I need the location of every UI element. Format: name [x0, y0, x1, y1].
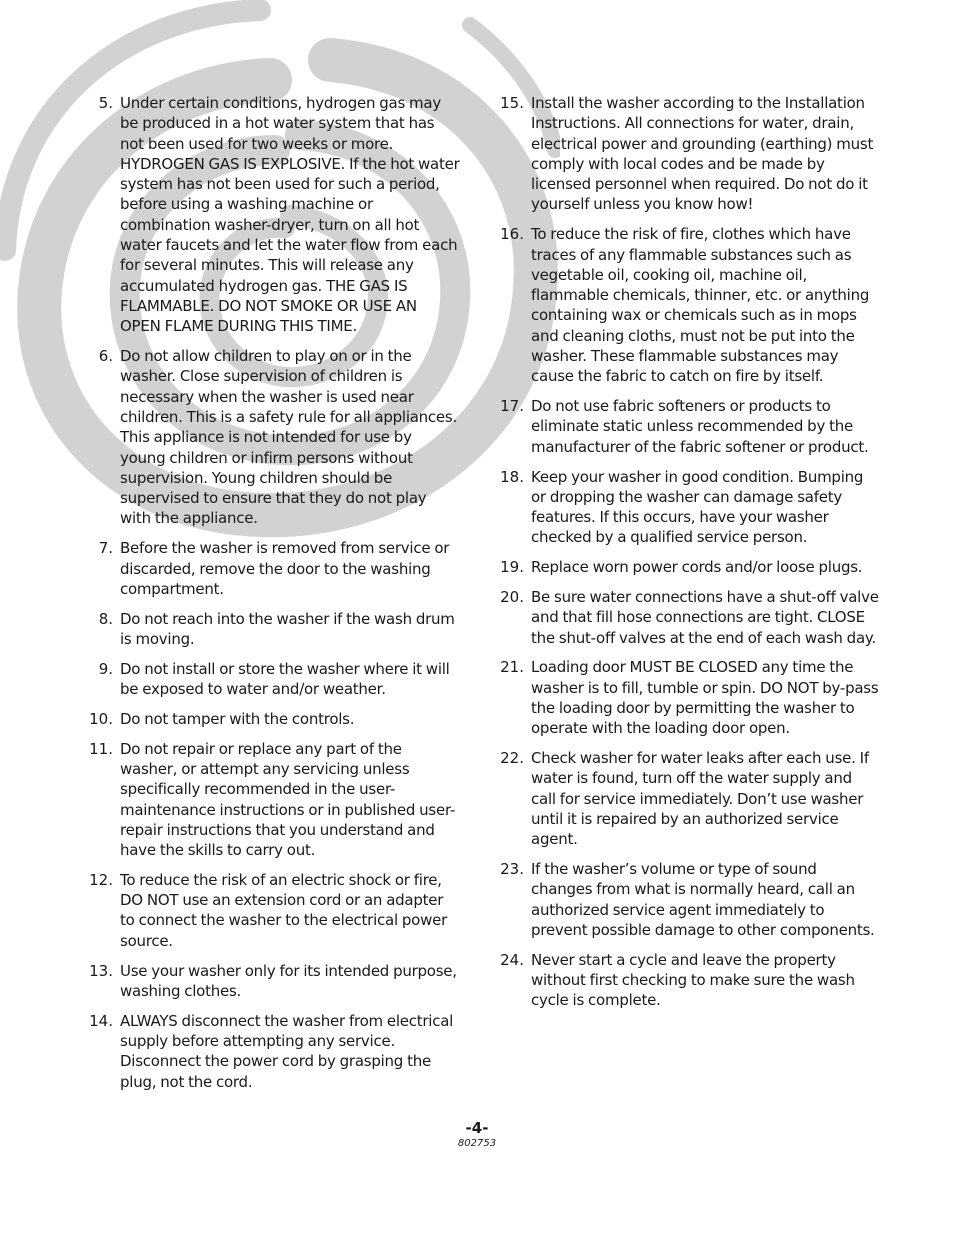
item-number: 24.	[500, 950, 524, 969]
list-item	[494, 748, 879, 849]
list-item	[494, 93, 879, 215]
page-footer	[0, 1119, 954, 1151]
list-item	[494, 859, 879, 940]
item-number: 5.	[98, 94, 113, 112]
list-item	[494, 224, 879, 386]
item-text: If the washer’s volume or type of sound changes from what is normally heard, call an authorized service agent immediately to prevent possible damage to other components.	[531, 860, 875, 939]
item-text: Do not tamper with the controls.	[120, 709, 355, 728]
item-number: 19.	[500, 558, 524, 577]
list-item	[83, 709, 461, 729]
item-text: To reduce the risk of fire, clothes which have traces of any flammable substances such as vegetable oil, cooking oil, machine oil, flammable chemicals, thinner, etc. or anything containing wax or chemicals such as in mops and cleaning cloths, must not be put into the washer. These flammable substances may cause the fabric to catch on fire by itself.	[531, 225, 870, 386]
item-number: 21.	[500, 658, 524, 677]
item-number: 10.	[89, 709, 113, 728]
list-item	[83, 93, 461, 337]
item-text: Do not use fabric softeners or products to eliminate static unless recommended by the manufacturer of the fabric softener or product.	[531, 397, 869, 456]
item-number: 13.	[89, 961, 113, 980]
item-text: To reduce the risk of an electric shock or fire, DO NOT use an extension cord or an adapter to connect the washer to the electrical power source.	[120, 870, 448, 950]
item-number: 8.	[98, 609, 113, 628]
item-text: Do not allow children to play on or in the washer. Close supervision of children is necessary when the washer is used near children. This is a safety rule for all appliances. This appliance is not intended for use by young children or infirm persons without supervision. Young children should be supervised to ensure that they do not play with the appliance.	[120, 347, 457, 528]
left-column	[83, 93, 461, 1101]
item-number: 20.	[500, 588, 524, 607]
item-text: Do not repair or replace any part of the washer, or attempt any servicing unless specifically recommended in the user-maintenance instructions or in published user-repair instructions that you understand and have the skills to carry out.	[120, 739, 456, 860]
item-number: 11.	[89, 739, 113, 758]
item-text: Use your washer only for its intended purpose, washing clothes.	[120, 961, 457, 1000]
item-number: 9.	[98, 659, 113, 678]
list-item	[494, 950, 879, 1011]
item-number: 15.	[500, 94, 524, 112]
item-text: Check washer for water leaks after each use. If water is found, turn off the water supply and call for service immediately. Don’t use washer until it is repaired by an authorized service agent.	[531, 749, 869, 849]
list-item	[494, 657, 879, 738]
item-text: Do not install or store the washer where it will be exposed to water and/or weather.	[120, 659, 450, 699]
item-text: Loading door MUST BE CLOSED any time the washer is to fill, tumble or spin. DO NOT by-pass the loading door by permitting the washer to operate with the loading door open.	[531, 658, 879, 738]
item-number: 14.	[89, 1011, 113, 1030]
list-item	[83, 346, 461, 529]
item-text: Do not reach into the washer if the wash drum is moving.	[120, 609, 455, 648]
list-item	[83, 870, 461, 951]
item-number: 7.	[98, 539, 113, 558]
item-text: Be sure water connections have a shut-off valve and that fill hose connections are tight. CLOSE the shut-off valves at the end of each wash day.	[531, 588, 879, 647]
item-text: Replace worn power cords and/or loose plugs.	[531, 558, 863, 577]
item-number: 18.	[500, 467, 524, 486]
item-number: 22.	[500, 749, 524, 768]
document-code: 802753	[457, 1138, 497, 1149]
item-text: Install the washer according to the Installation Instructions. All connections for water, drain, electrical power and grounding (earthing) must comply with local codes and be made by licensed personnel when required. Do not do it yourself unless you know how!	[531, 94, 874, 214]
item-text: Before the washer is removed from service or discarded, remove the door to the washing compartment.	[120, 539, 450, 598]
item-number: 17.	[500, 397, 524, 416]
list-item	[494, 396, 879, 457]
list-item	[83, 609, 461, 650]
item-text: Never start a cycle and leave the property without first checking to make sure the wash cycle is complete.	[531, 950, 855, 1010]
item-text: Under certain conditions, hydrogen gas may be produced in a hot water system that has not been used for two weeks or more. HYDROGEN GAS IS EXPLOSIVE. If the hot water system has not been used for such a period, before using a washing machine or combination washer-dryer, turn on all hot water faucets and let the water flow from each for several minutes. This will release any accumulated hydrogen gas. THE GAS IS FLAMMABLE. DO NOT SMOKE OR USE AN OPEN FLAME DURING THIS TIME.	[120, 94, 460, 336]
item-text: Keep your washer in good condition. Bumping or dropping the washer can damage safety features. If this occurs, have your washer checked by a qualified service person.	[531, 467, 864, 547]
item-number: 16.	[500, 225, 524, 244]
list-item	[83, 659, 461, 700]
item-text: ALWAYS disconnect the washer from electrical supply before attempting any service. Disconnect the power cord by grasping the plug, not the cord.	[120, 1011, 454, 1091]
item-number: 12.	[89, 870, 113, 889]
item-number: 23.	[500, 860, 524, 879]
list-item	[83, 739, 461, 861]
list-item	[494, 467, 879, 548]
right-column	[494, 93, 879, 1020]
page-number: -4-	[465, 1119, 489, 1137]
item-number: 6.	[98, 347, 113, 366]
list-item	[83, 961, 461, 1002]
list-item	[494, 587, 879, 648]
list-item	[83, 538, 461, 599]
list-item	[494, 557, 879, 577]
list-item	[83, 1011, 461, 1092]
